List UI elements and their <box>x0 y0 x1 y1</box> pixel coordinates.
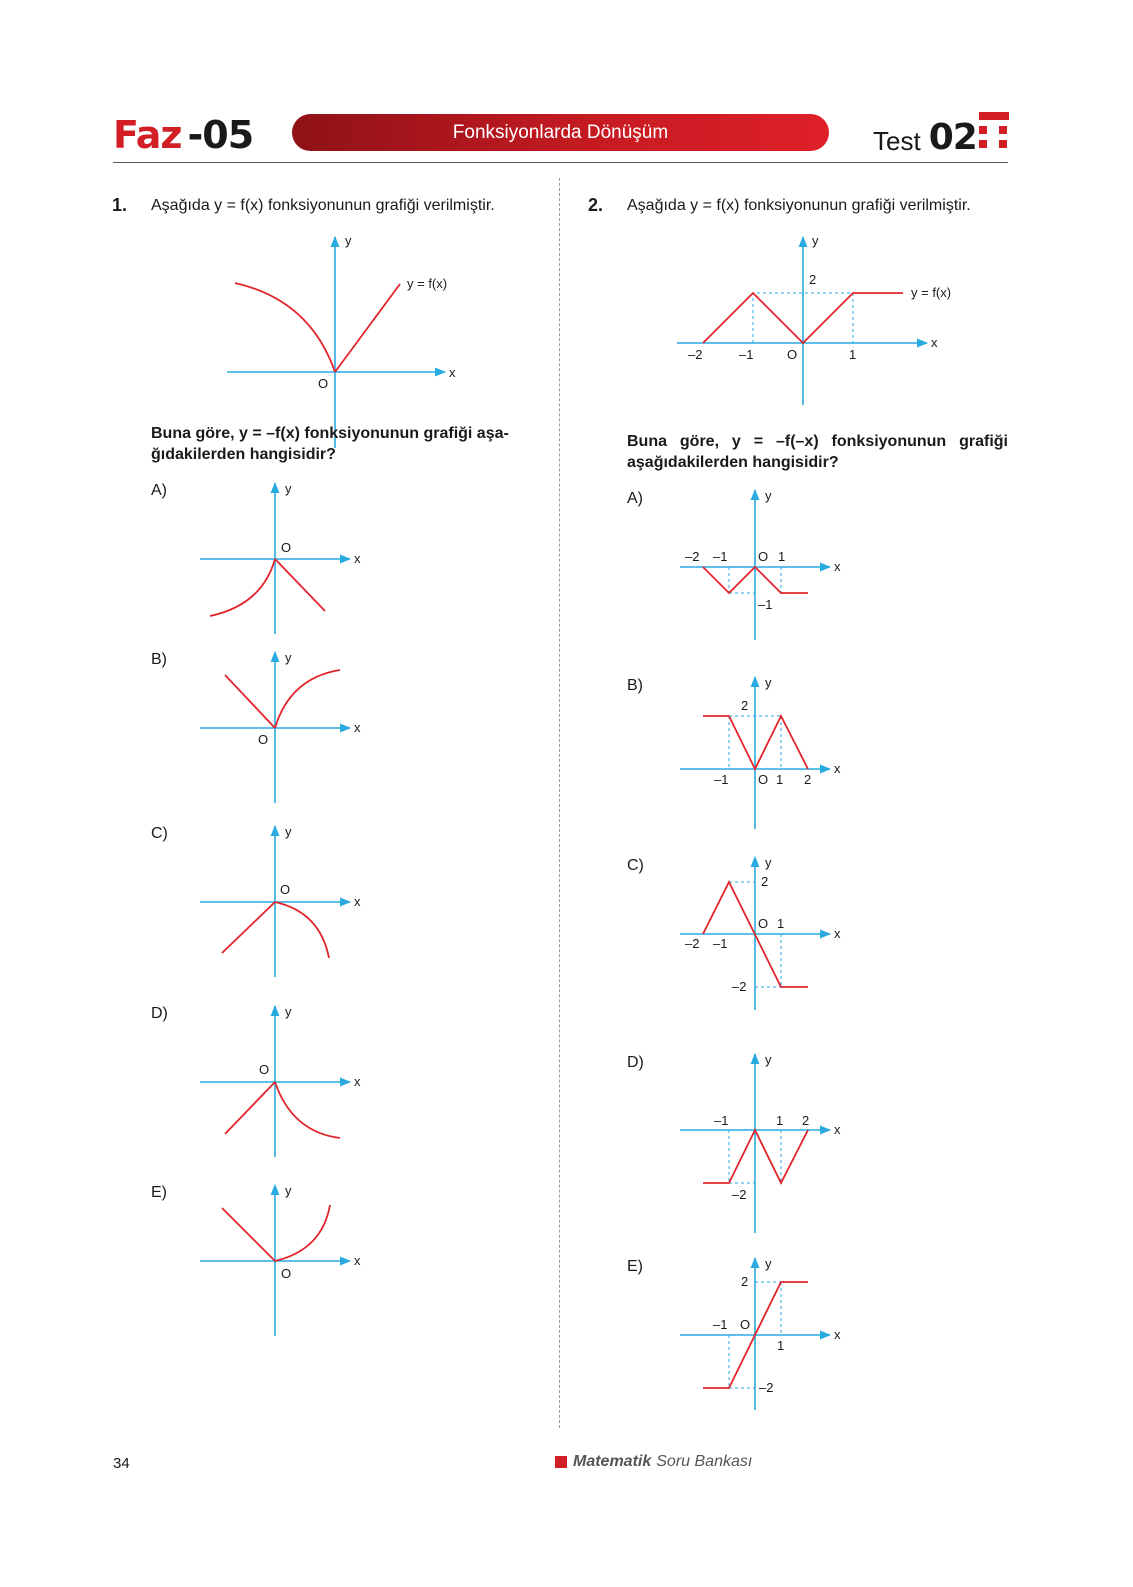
q2-number: 2. <box>588 195 604 215</box>
brand-name: Faz <box>113 113 182 157</box>
tick-m2: –2 <box>688 347 703 362</box>
tick-p1: 1 <box>777 1338 785 1353</box>
tick-p1: 1 <box>776 1113 784 1128</box>
x-label: x <box>834 926 841 941</box>
topic-title: Fonksiyonlarda Dönüşüm <box>452 121 669 143</box>
y-label: y <box>765 1052 772 1067</box>
y-label: y <box>765 855 772 870</box>
x-label: x <box>834 761 841 776</box>
origin-label: O <box>787 347 798 362</box>
tick-y2: 2 <box>741 1274 749 1289</box>
x-label: x <box>354 894 361 909</box>
function-label: y = f(x) <box>911 285 952 300</box>
q2-option-e-graph <box>680 1256 841 1410</box>
tick-p2: 2 <box>802 1113 810 1128</box>
function-label: y = f(x) <box>407 276 448 291</box>
tick-p1: 1 <box>776 772 784 787</box>
y-label: y <box>285 824 292 839</box>
tick-m1: –1 <box>713 549 728 564</box>
x-label: x <box>834 1327 841 1342</box>
y-label: y <box>285 481 292 496</box>
q1-option-c-label[interactable]: C) <box>151 825 168 842</box>
q1-option-e-label[interactable]: E) <box>151 1184 167 1201</box>
q2-option-b-graph <box>680 675 841 829</box>
tick-y2: 2 <box>761 874 769 889</box>
x-label: x <box>354 551 361 566</box>
tick-m1: –1 <box>713 936 728 951</box>
x-label: x <box>834 559 841 574</box>
q2-question-line2: aşağıdakilerden hangisidir? <box>627 454 839 471</box>
tick-p1: 1 <box>849 347 857 362</box>
tick-ym1: –1 <box>758 597 773 612</box>
q2-option-b-label[interactable]: B) <box>627 677 643 694</box>
y-label: y <box>812 233 819 248</box>
test-word: Test <box>873 126 921 156</box>
origin-label: O <box>258 732 269 747</box>
x-label: x <box>449 365 456 380</box>
unit-number: -05 <box>187 113 254 157</box>
tick-ym2: –2 <box>759 1380 774 1395</box>
tick-y2: 2 <box>741 698 749 713</box>
q2-option-d-label[interactable]: D) <box>627 1054 644 1071</box>
y-label: y <box>765 1256 772 1271</box>
q1-number: 1. <box>112 195 128 215</box>
origin-label: O <box>281 540 292 555</box>
origin-label: O <box>740 1317 751 1332</box>
x-label: x <box>354 1253 361 1268</box>
q2-option-a-label[interactable]: A) <box>627 490 643 507</box>
y-label: y <box>765 675 772 690</box>
tick-m1: –1 <box>713 1317 728 1332</box>
q2-option-e-label[interactable]: E) <box>627 1258 643 1275</box>
brand-square-icon <box>555 1456 567 1468</box>
q2-option-c-label[interactable]: C) <box>627 857 644 874</box>
tick-m1: –1 <box>714 1113 729 1128</box>
origin-label: O <box>281 1266 292 1281</box>
x-label: x <box>834 1122 841 1137</box>
footer-brand <box>555 1453 752 1471</box>
q1-option-a-label[interactable]: A) <box>151 482 167 499</box>
tick-m1: –1 <box>714 772 729 787</box>
origin-label: O <box>280 882 291 897</box>
tick-m2: –2 <box>685 549 700 564</box>
test-number: 02 <box>928 117 977 158</box>
origin-label: O <box>259 1062 270 1077</box>
x-label: x <box>354 720 361 735</box>
origin-label: O <box>318 376 329 391</box>
brand-bold-text: Matematik <box>573 1453 652 1470</box>
page-number: 34 <box>113 1455 130 1472</box>
q1-option-d-label[interactable]: D) <box>151 1005 168 1022</box>
q1-question-line1: Buna göre, y = –f(x) fonksiyonunun grafiği aşa- <box>151 425 509 442</box>
y-label: y <box>345 233 352 248</box>
tick-p1: 1 <box>777 916 785 931</box>
q2-intro: Aşağıda y = f(x) fonksiyonunun grafiği verilmiştir. <box>627 197 971 214</box>
x-label: x <box>354 1074 361 1089</box>
q1-intro: Aşağıda y = f(x) fonksiyonunun grafiği verilmiştir. <box>151 197 495 214</box>
origin-label: O <box>758 916 769 931</box>
tick-y2: 2 <box>809 272 817 287</box>
origin-label: O <box>758 549 769 564</box>
tick-p2: 2 <box>804 772 812 787</box>
q2-option-c-graph <box>680 855 841 1010</box>
q2-option-a-graph <box>680 488 841 640</box>
tick-ym2: –2 <box>732 979 747 994</box>
y-label: y <box>765 488 772 503</box>
y-label: y <box>285 650 292 665</box>
tick-p1: 1 <box>778 549 786 564</box>
brand-rest-text: Soru Bankası <box>656 1453 753 1470</box>
tick-ym2: –2 <box>732 1187 747 1202</box>
q2-option-d-graph <box>680 1052 841 1233</box>
tick-m1: –1 <box>739 347 754 362</box>
x-label: x <box>931 335 938 350</box>
q1-question-line2: ğıdakilerden hangisidir? <box>151 446 336 463</box>
y-label: y <box>285 1004 292 1019</box>
q1-option-b-label[interactable]: B) <box>151 651 167 668</box>
y-label: y <box>285 1183 292 1198</box>
tick-m2: –2 <box>685 936 700 951</box>
origin-label: O <box>758 772 769 787</box>
q2-question-line1: Buna göre, y = –f(–x) fonksiyonunun grafiği <box>627 433 1008 450</box>
